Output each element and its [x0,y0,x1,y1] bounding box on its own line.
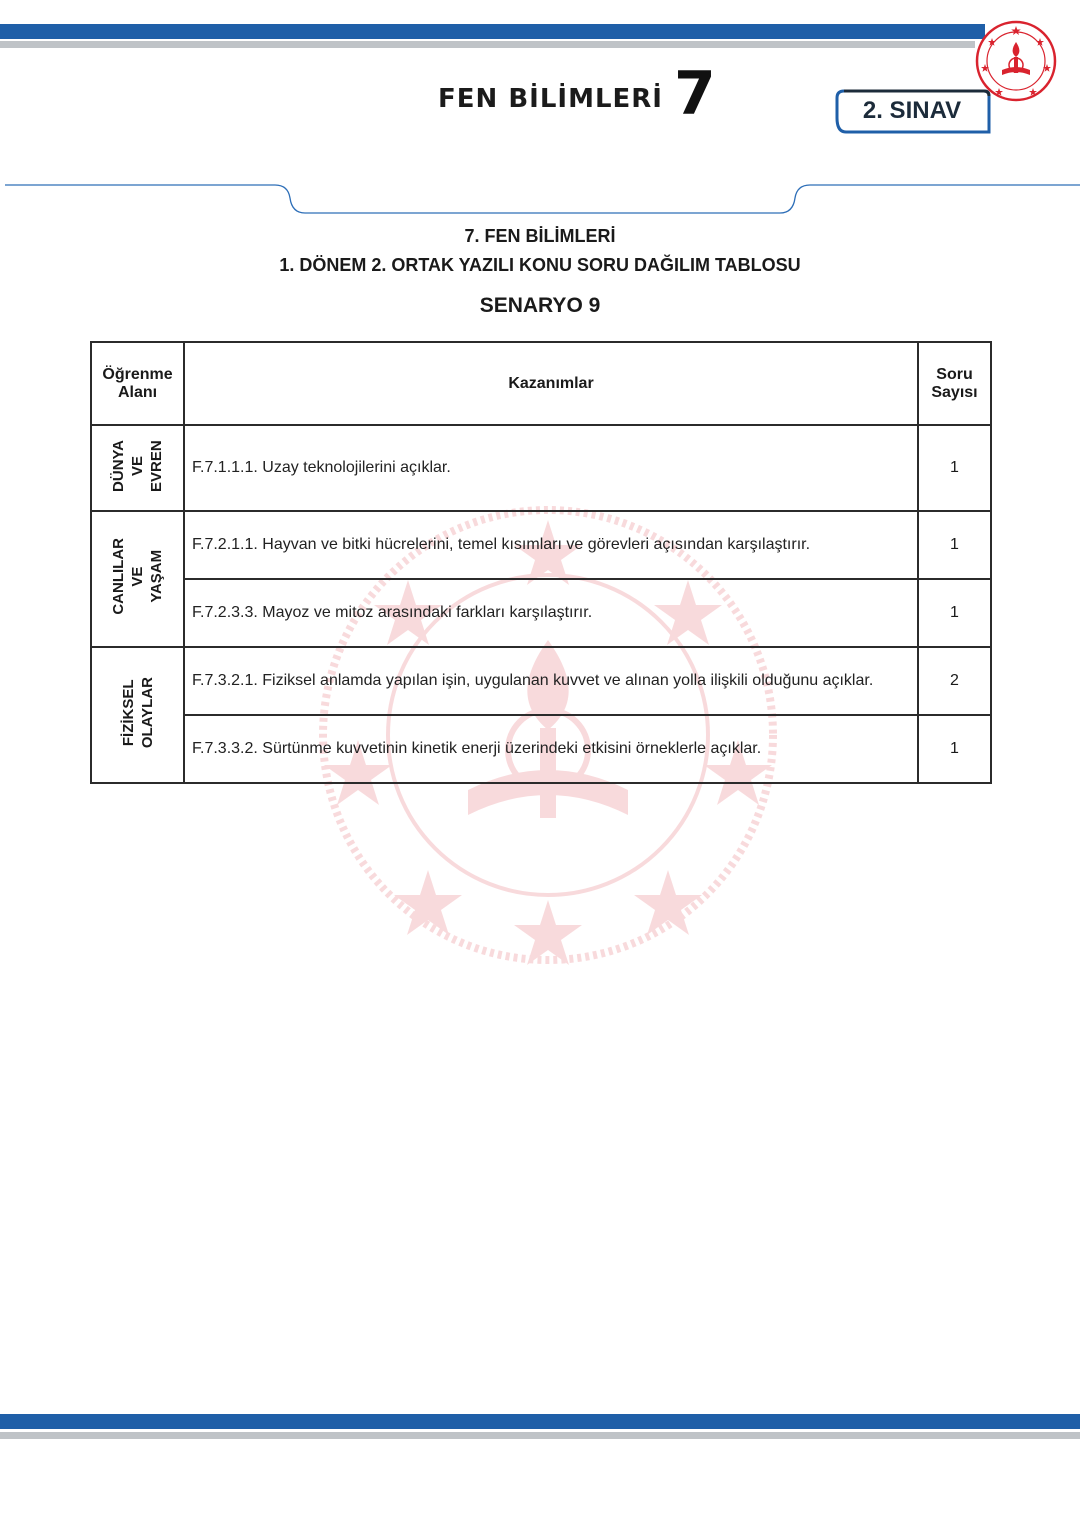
top-blue-bar [0,24,985,39]
grade-number: 7 [674,59,716,129]
question-count-cell: 2 [918,647,991,715]
learning-area-word: EVREN [148,439,165,492]
scenario-label: SENARYO 9 [479,294,601,317]
learning-area-label [109,538,166,615]
outcome-cell: F.7.3.3.2. Sürtünme kuvvetinin kinetik enerji üzerindeki etkisini örneklerle açıklar. [184,715,918,783]
question-count-cell: 1 [918,579,991,647]
learning-area-word: YAŞAM [148,550,165,603]
learning-area-word: OLAYLAR [138,676,156,749]
table-row [91,715,991,783]
bottom-gray-bar [0,1432,1080,1439]
header-learning-area-line2: Alanı [117,383,158,401]
learning-area-fiziksel-olaylar [91,647,184,783]
outcome-cell: F.7.1.1.1. Uzay teknolojilerini açıklar. [184,425,918,511]
outcome-cell: F.7.2.1.1. Hayvan ve bitki hücrelerini, temel kısımları ve görevleri açısından karşılaştırır. [184,511,918,579]
header-outcomes: Kazanımlar [184,342,918,425]
outcome-cell: F.7.3.2.1. Fiziksel anlamda yapılan işin, uygulanan kuvvet ve alınan yolla ilişkili olduğunu açıklar. [184,647,918,715]
header-question-count-line2: Sayısı [931,383,978,401]
learning-area-word: VE [129,566,146,587]
document-subtitle: 1. DÖNEM 2. ORTAK YAZILI KONU SORU DAĞILIM TABLOSU [279,255,801,275]
learning-area-word: CANLILAR [110,538,127,615]
learning-area-dunya-ve-evren [91,425,184,511]
learning-area-label [109,440,166,492]
subject-title: FEN BİLİMLERİ [438,84,663,114]
document-title: 7. FEN BİLİMLERİ [464,226,616,246]
table-row [91,647,991,715]
question-count-cell: 1 [918,715,991,783]
exam-badge: 2. SINAV [862,97,962,124]
learning-area-word: DÜNYA [110,439,127,492]
header-question-count-line1: Soru [936,365,973,383]
header-learning-area-line1: Öğrenme [102,365,173,383]
header-question-count [918,342,991,425]
question-count-cell: 1 [918,425,991,511]
learning-area-canlilar-ve-yasam [91,511,184,647]
question-count-cell: 1 [918,511,991,579]
table-row [91,579,991,647]
outcome-cell: F.7.2.3.3. Mayoz ve mitoz arasındaki farkları karşılaştırır. [184,579,918,647]
header-learning-area [91,342,184,425]
bottom-blue-bar [0,1414,1080,1429]
table-header-row [91,342,991,425]
learning-area-label [119,677,157,748]
table-row [91,425,991,511]
top-gray-bar [0,41,975,48]
header-divider [0,180,1080,220]
question-distribution-table [90,341,992,784]
table-row [91,511,991,579]
learning-area-word: FİZİKSEL [119,679,137,746]
learning-area-word: VE [129,455,146,476]
